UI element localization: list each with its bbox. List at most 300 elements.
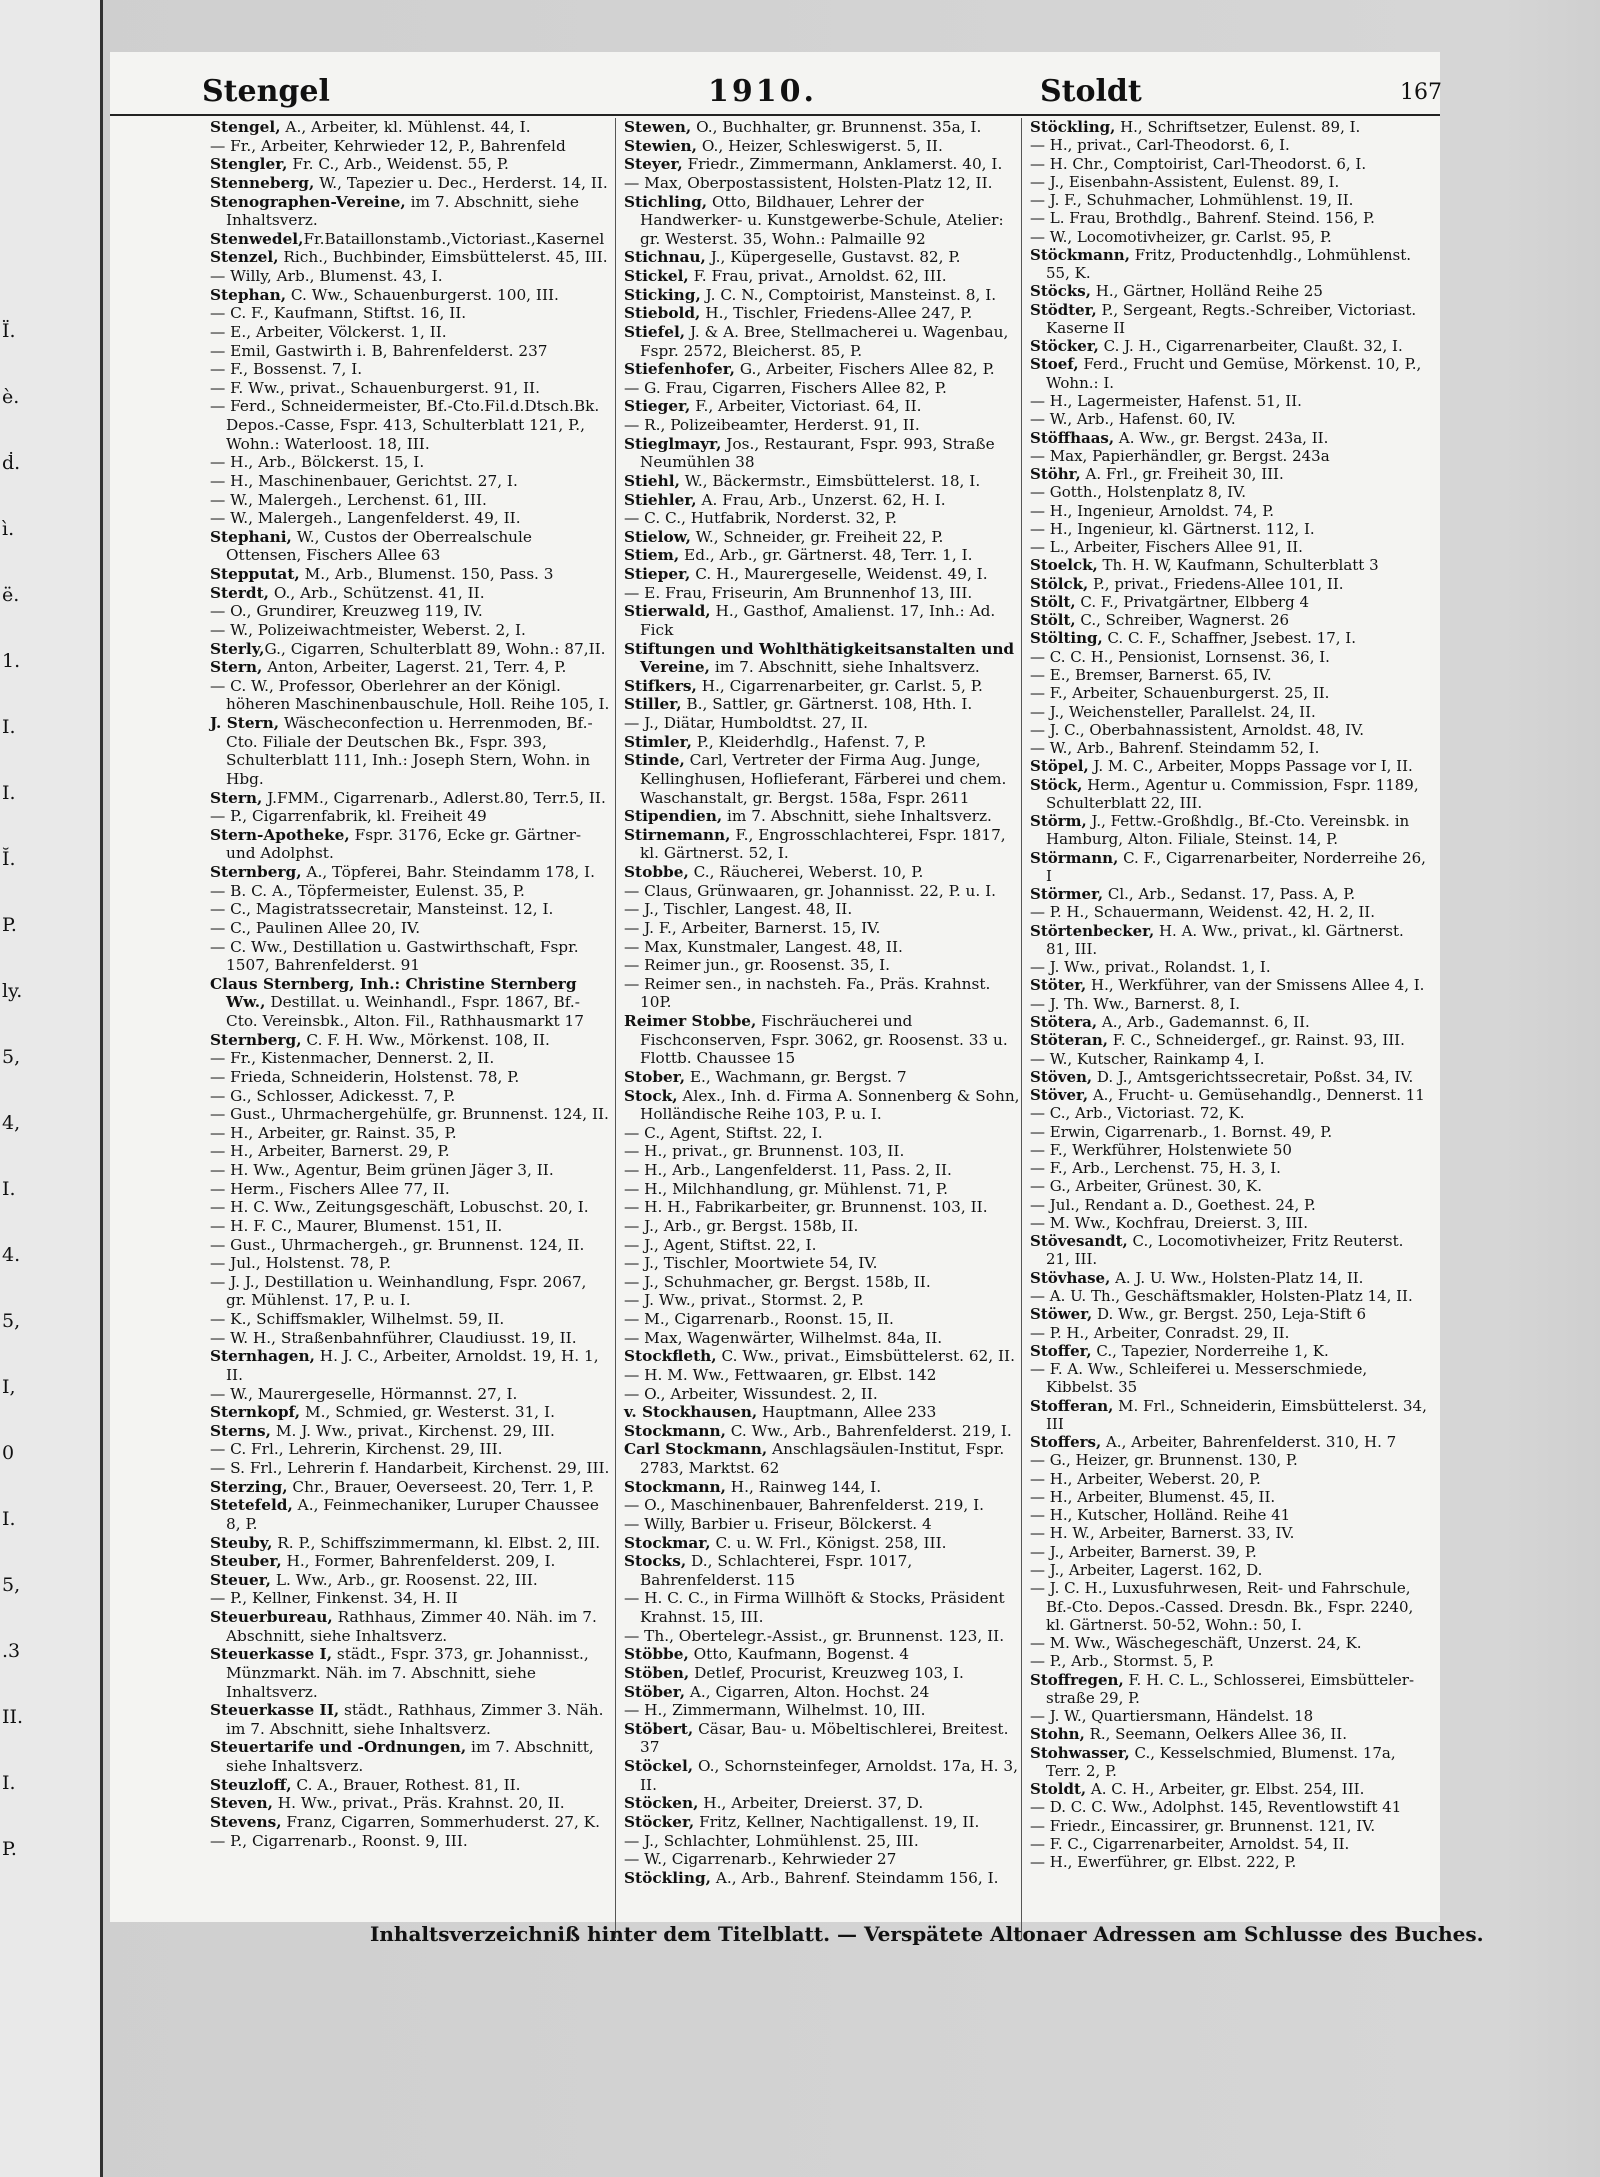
directory-entry bbox=[210, 1701, 610, 1738]
entry-details: — H., Arbeiter, Barnerst. 29, P. bbox=[210, 1142, 450, 1161]
entry-details: — P., Kellner, Finkenst. 34, H. II bbox=[210, 1589, 458, 1608]
entry-details: — H., Ewerführer, gr. Elbst. 222, P. bbox=[1030, 1853, 1297, 1872]
directory-entry bbox=[210, 174, 610, 193]
entry-details: — J., Tischler, Langest. 48, II. bbox=[624, 900, 853, 919]
entry-details: Fischräucherei und Fischconserven, Fspr. 3062, gr. Roosenst. 33 u. Flottb. Chaussee 15 bbox=[640, 1012, 1008, 1068]
entry-name: Stöpel, bbox=[1030, 757, 1089, 776]
entry-details: — F. A. Ww., Schleiferei u. Messerschmiede, Kibbelst. 35 bbox=[1030, 1360, 1368, 1397]
directory-entry bbox=[210, 863, 610, 882]
entry-details: F., Engrosschlachterei, Fspr. 1817, kl. Gärtnerst. 52, I. bbox=[640, 825, 1006, 863]
entry-name: Stierwald, bbox=[624, 602, 711, 621]
entry-details: H. A. Ww., privat., kl. Gärtnerst. 81, III. bbox=[1046, 921, 1404, 958]
entry-name: Stöwer, bbox=[1030, 1305, 1093, 1324]
directory-entry bbox=[210, 491, 610, 510]
directory-entry bbox=[1030, 1068, 1430, 1086]
entry-name: Sterly, bbox=[210, 639, 265, 658]
entry-name: Stötera, bbox=[1030, 1013, 1098, 1032]
directory-entry bbox=[624, 1012, 1024, 1068]
entry-details: R. P., Schiffszimmermann, kl. Elbst. 2, III. bbox=[272, 1533, 601, 1552]
directory-entry bbox=[210, 1571, 610, 1590]
entry-name: Stoef, bbox=[1030, 355, 1079, 374]
entry-details: — C. C., Hutfabrik, Norderst. 32, P. bbox=[624, 509, 897, 528]
directory-entry bbox=[210, 1608, 610, 1645]
directory-entry bbox=[210, 1310, 610, 1329]
entry-name: Stölt, bbox=[1030, 592, 1076, 611]
entry-details: M. Frl., Schneiderin, Eimsbüttelerst. 34, III bbox=[1046, 1396, 1427, 1433]
directory-entry bbox=[624, 1087, 1024, 1124]
directory-entry bbox=[1030, 538, 1430, 556]
entry-name: Stöcker, bbox=[1030, 337, 1099, 356]
entry-details: — J., Eisenbahn-Assistent, Eulenst. 89, I. bbox=[1030, 172, 1340, 191]
entry-details: C., Räucherei, Weberst. 10, P. bbox=[688, 863, 924, 881]
directory-entry bbox=[624, 1366, 1024, 1385]
directory-entry bbox=[210, 900, 610, 919]
entry-name: Steuerkasse II, bbox=[210, 1701, 340, 1720]
entry-details: F. C., Schneidergef., gr. Rainst. 93, III. bbox=[1108, 1031, 1405, 1050]
directory-entry bbox=[1030, 1342, 1430, 1360]
column-2 bbox=[624, 118, 1024, 1887]
entry-details: — G., Arbeiter, Grünest. 30, K. bbox=[1030, 1177, 1262, 1196]
entry-name: Stoffregen, bbox=[1030, 1670, 1124, 1689]
directory-entry bbox=[210, 453, 610, 472]
entry-details: C., Kesselschmied, Blumenst. 17a, Terr. 2, P. bbox=[1046, 1743, 1396, 1780]
entry-details: — H., Maschinenbauer, Gerichtst. 27, I. bbox=[210, 471, 518, 490]
entry-details: — Th., Obertelegr.-Assist., gr. Brunnenst. 123, II. bbox=[624, 1626, 1005, 1645]
previous-page-fragment: I. bbox=[2, 1178, 16, 1200]
entry-details: C. H., Maurergeselle, Weidenst. 49, I. bbox=[690, 565, 988, 583]
entry-details: — C. W., Professor, Oberlehrer an der Königl. höheren Maschinenbauschule, Holl. Reihe 105, I. bbox=[210, 676, 610, 714]
footer-note: Inhaltsverzeichniß hinter dem Titelblatt. — Verspätete Altonaer Adressen am Schlusse des Buches. bbox=[370, 1922, 1484, 1946]
directory-entry bbox=[624, 714, 1024, 733]
directory-entry bbox=[210, 1832, 610, 1851]
entry-details: — W., Cigarrenarb., Kehrwieder 27 bbox=[624, 1850, 897, 1869]
directory-entry bbox=[210, 193, 610, 230]
directory-entry bbox=[210, 1776, 610, 1795]
entry-details: — M. Ww., Kochfrau, Dreierst. 3, III. bbox=[1030, 1213, 1309, 1232]
previous-page-fragment: ì. bbox=[2, 518, 15, 540]
directory-entry bbox=[1030, 337, 1430, 355]
entry-name: Stengel, bbox=[210, 118, 281, 136]
entry-name: v. Stockhausen, bbox=[624, 1403, 758, 1422]
directory-entry bbox=[1030, 483, 1430, 501]
entry-name: Störtenbecker, bbox=[1030, 921, 1155, 940]
previous-page-fragment: 4, bbox=[2, 1112, 21, 1134]
entry-details: — H., Arb., Langenfelderst. 11, Pass. 2, II. bbox=[624, 1161, 952, 1179]
directory-entry bbox=[624, 546, 1024, 565]
entry-name: Carl Stockmann, bbox=[624, 1440, 768, 1459]
directory-entry bbox=[1030, 721, 1430, 739]
entry-details: — H. Ww., Agentur, Beim grünen Jäger 3, II. bbox=[210, 1161, 554, 1179]
previous-page-fragment: P. bbox=[2, 914, 17, 936]
entry-details: — H., Milchhandlung, gr. Mühlenst. 71, P. bbox=[624, 1179, 948, 1198]
entry-details: Rich., Buchbinder, Eimsbüttelerst. 45, III. bbox=[278, 248, 608, 267]
entry-details: — W., Maurergeselle, Hörmannst. 27, I. bbox=[210, 1384, 518, 1403]
entry-details: Th. H. W, Kaufmann, Schulterblatt 3 bbox=[1097, 556, 1379, 575]
directory-entry bbox=[210, 621, 610, 640]
entry-name: Stephan, bbox=[210, 285, 287, 304]
entry-details: G., Cigarren, Schulterblatt 89, Wohn.: 87,II. bbox=[264, 639, 606, 658]
entry-details: — J., Schlachter, Lohmühlenst. 25, III. bbox=[624, 1831, 919, 1850]
entry-details: A., Cigarren, Alton. Hochst. 24 bbox=[685, 1682, 930, 1701]
entry-name: Stielow, bbox=[624, 527, 691, 546]
directory-entry bbox=[210, 1105, 610, 1124]
directory-entry bbox=[1030, 1853, 1430, 1871]
entry-details: — J., Agent, Stiftst. 22, I. bbox=[624, 1235, 817, 1254]
directory-entry bbox=[1030, 995, 1430, 1013]
entry-details: — H., Arbeiter, gr. Rainst. 35, P. bbox=[210, 1123, 457, 1142]
entry-details: — D. C. C. Ww., Adolphst. 145, Reventlowstift 41 bbox=[1030, 1798, 1402, 1817]
directory-entry bbox=[1030, 1305, 1430, 1323]
entry-details: W., Custos der Oberrealschule Ottensen, Fischers Allee 63 bbox=[226, 527, 532, 565]
entry-details: — F., Bossenst. 7, I. bbox=[210, 360, 363, 379]
directory-entry bbox=[624, 248, 1024, 267]
directory-page bbox=[110, 52, 1484, 1946]
directory-entry bbox=[624, 286, 1024, 305]
entry-name: Stern-Apotheke, bbox=[210, 825, 350, 844]
directory-entry bbox=[624, 1273, 1024, 1292]
entry-name: Steuzloff, bbox=[210, 1775, 292, 1794]
entry-details: A., Arb., Bahrenf. Steindamm 156, I. bbox=[711, 1868, 999, 1887]
entry-details: — F., Arbeiter, Schauenburgerst. 25, II. bbox=[1030, 684, 1330, 703]
directory-entry bbox=[624, 919, 1024, 938]
entry-details: H., Gärtner, Holländ Reihe 25 bbox=[1090, 282, 1323, 301]
previous-page-fragment: .3 bbox=[2, 1640, 21, 1662]
previous-page-fragment: 0 bbox=[2, 1442, 15, 1464]
directory-entry bbox=[1030, 410, 1430, 428]
entry-name: Stövesandt, bbox=[1030, 1232, 1128, 1251]
directory-entry bbox=[210, 1031, 610, 1050]
entry-details: J., Küpergeselle, Gustavst. 82, P. bbox=[705, 248, 961, 267]
entry-details: A. Ww., gr. Bergst. 243a, II. bbox=[1114, 428, 1329, 447]
entry-details: — P., Arb., Stormst. 5, P. bbox=[1030, 1652, 1214, 1671]
page-header bbox=[110, 74, 1440, 116]
entry-details: Rathhaus, Zimmer 40. Näh. im 7. Abschnitt, siehe Inhaltsverz. bbox=[226, 1608, 597, 1645]
entry-name: Stock, bbox=[624, 1086, 678, 1105]
entry-details: — L. Frau, Brothdlg., Bahrenf. Steind. 156, P. bbox=[1030, 209, 1375, 228]
entry-name: Stölt, bbox=[1030, 611, 1076, 630]
directory-entry bbox=[210, 1180, 610, 1199]
directory-entry bbox=[1030, 392, 1430, 410]
entry-details: — J., Arb., gr. Bergst. 158b, II. bbox=[624, 1216, 859, 1235]
entry-name: Stetefeld, bbox=[210, 1496, 293, 1515]
entry-details: — R., Polizeibeamter, Herderst. 91, II. bbox=[624, 416, 920, 434]
entry-name: Stölck, bbox=[1030, 574, 1089, 593]
entry-name: Stövhase, bbox=[1030, 1268, 1111, 1287]
entry-name: Steyer, bbox=[624, 155, 683, 174]
directory-entry bbox=[210, 1794, 610, 1813]
entry-details: — J., Diätar, Humboldtst. 27, II. bbox=[624, 714, 868, 732]
directory-entry bbox=[210, 1496, 610, 1533]
entry-details: P., Sergeant, Regts.-Schreiber, Victoriast. Kaserne II bbox=[1046, 300, 1417, 337]
entry-details: — C. Frl., Lehrerin, Kirchenst. 29, III. bbox=[210, 1440, 503, 1459]
entry-name: Stenwedel, bbox=[210, 229, 304, 248]
entry-details: — H., Arbeiter, Weberst. 20, P. bbox=[1030, 1469, 1261, 1488]
entry-details: H., Former, Bahrenfelderst. 209, I. bbox=[281, 1552, 556, 1571]
directory-entry bbox=[1030, 355, 1430, 392]
directory-entry bbox=[1030, 1835, 1430, 1853]
entry-details: — A. U. Th., Geschäftsmakler, Holsten-Platz 14, II. bbox=[1030, 1287, 1413, 1305]
previous-page-fragment: Ï. bbox=[2, 320, 16, 342]
directory-entry bbox=[624, 695, 1024, 714]
directory-entry bbox=[1030, 1817, 1430, 1835]
directory-entry bbox=[624, 1589, 1024, 1626]
entry-name: Stöven, bbox=[1030, 1067, 1093, 1086]
entry-name: Stiller, bbox=[624, 695, 682, 714]
directory-entry bbox=[624, 174, 1024, 193]
directory-entry bbox=[210, 360, 610, 379]
directory-entry bbox=[210, 137, 610, 156]
directory-entry bbox=[210, 230, 610, 249]
directory-entry bbox=[624, 863, 1024, 882]
entry-name: Stern, bbox=[210, 788, 263, 807]
entry-details: J. C. N., Comptoirist, Mansteinst. 8, I. bbox=[700, 285, 997, 304]
directory-entry bbox=[1030, 812, 1430, 849]
entry-details: — H. F. C., Maurer, Blumenst. 151, II. bbox=[210, 1216, 503, 1235]
entry-details: — W., Arb., Bahrenf. Steindamm 52, I. bbox=[1030, 739, 1320, 758]
directory-entry bbox=[1030, 1561, 1430, 1579]
directory-entry bbox=[1030, 1671, 1430, 1708]
entry-name: Sternhagen, bbox=[210, 1347, 315, 1366]
directory-entry bbox=[624, 193, 1024, 249]
directory-entry bbox=[210, 248, 610, 267]
entry-details: — C., Agent, Stiftst. 22, I. bbox=[624, 1123, 823, 1142]
entry-name: Stieper, bbox=[624, 565, 691, 583]
directory-entry bbox=[1030, 1214, 1430, 1232]
entry-name: Stober, bbox=[624, 1067, 686, 1086]
entry-name: Stiefel, bbox=[624, 322, 686, 341]
directory-entry bbox=[210, 1385, 610, 1404]
previous-page-fragment: 1. bbox=[2, 650, 21, 672]
entry-details: im 7. Abschnitt, siehe Inhaltsverz. bbox=[709, 658, 980, 677]
directory-entry bbox=[1030, 520, 1430, 538]
entry-details: H., Cigarrenarbeiter, gr. Carlst. 5, P. bbox=[696, 676, 983, 695]
entry-details: — H. H., Fabrikarbeiter, gr. Brunnenst. 103, II. bbox=[624, 1198, 988, 1217]
entry-details: — C., Arb., Victoriast. 72, K. bbox=[1030, 1104, 1245, 1123]
page-number: 167 bbox=[1400, 80, 1442, 105]
directory-entry bbox=[210, 640, 610, 659]
entry-details: — O., Arbeiter, Wissundest. 2, II. bbox=[624, 1384, 878, 1403]
directory-entry bbox=[210, 1738, 610, 1775]
entry-details: — Gotth., Holstenplatz 8, IV. bbox=[1030, 483, 1246, 502]
entry-name: Stichnau, bbox=[624, 248, 706, 267]
entry-name: Stöckling, bbox=[624, 1868, 711, 1887]
directory-entry bbox=[210, 1273, 610, 1310]
entry-name: Stockmar, bbox=[624, 1533, 711, 1552]
directory-entry bbox=[1030, 1013, 1430, 1031]
column-1 bbox=[210, 118, 610, 1850]
directory-entry bbox=[210, 304, 610, 323]
entry-details: C. u. W. Frl., Königst. 258, III. bbox=[710, 1533, 947, 1552]
entry-name: Stieger, bbox=[624, 397, 691, 416]
entry-details: — O., Grundirer, Kreuzweg 119, IV. bbox=[210, 602, 483, 621]
entry-details: C., Locomotivheizer, Fritz Reuterst. 21, III. bbox=[1046, 1232, 1404, 1269]
directory-entry bbox=[624, 1403, 1024, 1422]
directory-entry bbox=[210, 1198, 610, 1217]
directory-entry bbox=[1030, 757, 1430, 775]
entry-details: Friedr., Zimmermann, Anklamerst. 40, I. bbox=[682, 155, 1003, 174]
entry-details: M. J. Ww., privat., Kirchenst. 29, III. bbox=[270, 1421, 555, 1440]
directory-entry bbox=[210, 267, 610, 286]
directory-entry bbox=[1030, 429, 1430, 447]
directory-entry bbox=[1030, 1652, 1430, 1670]
directory-entry bbox=[210, 1440, 610, 1459]
entry-name: Störmann, bbox=[1030, 848, 1119, 867]
directory-entry bbox=[624, 1720, 1024, 1757]
entry-details: F. H. C. L., Schlosserei, Eimsbütteler-straße 29, P. bbox=[1046, 1670, 1415, 1707]
entry-details: — Gust., Uhrmachergehülfe, gr. Brunnenst. 124, II. bbox=[210, 1105, 609, 1124]
entry-details: — M. Ww., Wäschegeschäft, Unzerst. 24, K. bbox=[1030, 1634, 1362, 1653]
header-left-keyword: Stengel bbox=[202, 74, 330, 109]
entry-name: Stichling, bbox=[624, 192, 708, 211]
entry-details: Fspr. 3176, Ecke gr. Gärtner- und Adolphst. bbox=[226, 825, 582, 863]
directory-entry bbox=[210, 1403, 610, 1422]
directory-entry bbox=[1030, 1707, 1430, 1725]
directory-entry bbox=[210, 155, 610, 174]
directory-entry bbox=[1030, 1031, 1430, 1049]
entry-details: — Emil, Gastwirth i. B, Bahrenfelderst. 237 bbox=[210, 341, 548, 360]
directory-entry bbox=[210, 1049, 610, 1068]
directory-entry bbox=[1030, 1177, 1430, 1195]
directory-entry bbox=[1030, 1579, 1430, 1634]
entry-name: Stoldt, bbox=[1030, 1780, 1087, 1799]
previous-page-fragment: 4. bbox=[2, 1244, 21, 1266]
directory-entry bbox=[1030, 1543, 1430, 1561]
entry-name: Stöckling, bbox=[1030, 118, 1116, 136]
directory-entry bbox=[1030, 1798, 1430, 1816]
directory-entry bbox=[624, 491, 1024, 510]
entry-name: Stiftungen und Wohlthätigkeitsanstalten und Vereine, bbox=[624, 639, 1015, 677]
directory-entry bbox=[624, 584, 1024, 603]
directory-entry bbox=[1030, 1360, 1430, 1397]
entry-name: Stevens, bbox=[210, 1812, 282, 1831]
entry-name: Stöber, bbox=[624, 1682, 686, 1701]
entry-details: C., Tapezier, Norderreihe 1, K. bbox=[1091, 1341, 1329, 1360]
directory-entry bbox=[1030, 465, 1430, 483]
entry-details: C. F., Cigarrenarbeiter, Norderreihe 26, I bbox=[1046, 848, 1426, 885]
directory-entry bbox=[1030, 1780, 1430, 1798]
entry-details: Herm., Agentur u. Commission, Fspr. 1189, Schulterblatt 22, III. bbox=[1046, 775, 1419, 812]
entry-name: Stöteran, bbox=[1030, 1031, 1108, 1050]
entry-details: — B. C. A., Töpfermeister, Eulenst. 35, P. bbox=[210, 881, 525, 900]
directory-entry bbox=[1030, 1269, 1430, 1287]
entry-details: O., Arb., Schützenst. 41, II. bbox=[269, 583, 485, 602]
directory-entry bbox=[1030, 155, 1430, 173]
previous-page-fragment: 5, bbox=[2, 1574, 21, 1596]
directory-entry bbox=[1030, 1324, 1430, 1342]
entry-name: Stofferan, bbox=[1030, 1396, 1114, 1415]
directory-entry bbox=[1030, 1470, 1430, 1488]
directory-entry bbox=[624, 1478, 1024, 1497]
directory-entry bbox=[624, 1180, 1024, 1199]
directory-entry bbox=[624, 1701, 1024, 1720]
entry-details: — W., Locomotivheizer, gr. Carlst. 95, P. bbox=[1030, 227, 1332, 246]
previous-page-fragment: II. bbox=[2, 1706, 24, 1728]
entry-name: Claus Sternberg, Inh.: Christine Sternberg Ww., bbox=[210, 974, 577, 1012]
entry-details: P., privat., Friedens-Allee 101, II. bbox=[1088, 574, 1344, 593]
entry-details: Anschlagsäulen-Institut, Fspr. 2783, Marktst. 62 bbox=[640, 1440, 1005, 1477]
entry-details: — Max, Wagenwärter, Wilhelmst. 84a, II. bbox=[624, 1328, 943, 1347]
directory-entry bbox=[1030, 703, 1430, 721]
directory-entry bbox=[1030, 611, 1430, 629]
entry-details: A. J. U. Ww., Holsten-Platz 14, II. bbox=[1110, 1268, 1364, 1287]
entry-details: — C. Ww., Destillation u. Gastwirthschaft, Fspr. 1507, Bahrenfelderst. 91 bbox=[210, 937, 579, 975]
entry-name: Sternberg, bbox=[210, 863, 302, 881]
directory-entry bbox=[1030, 1123, 1430, 1141]
entry-details: O., Buchhalter, gr. Brunnenst. 35a, I. bbox=[691, 118, 982, 136]
entry-details: — H. M. Ww., Fettwaaren, gr. Elbst. 142 bbox=[624, 1365, 937, 1384]
directory-entry bbox=[210, 397, 610, 453]
entry-name: Stenzel, bbox=[210, 248, 279, 267]
directory-entry bbox=[624, 1794, 1024, 1813]
entry-details: im 7. Abschnitt, siehe Inhaltsverz. bbox=[722, 807, 992, 826]
entry-name: Stoffer, bbox=[1030, 1341, 1092, 1360]
directory-entry bbox=[624, 565, 1024, 584]
entry-details: W., Schneider, gr. Freiheit 22, P. bbox=[690, 527, 944, 546]
previous-page-fragment: Ĭ. bbox=[2, 848, 16, 870]
entry-details: Otto, Bildhauer, Lehrer der Handwerker- u. Kunstgewerbe-Schule, Atelier: gr. Westerst. 35, Wohn.: Palmaille 92 bbox=[640, 192, 1004, 248]
entry-details: städt., Fspr. 373, gr. Johannisst., Münzmarkt. Näh. im 7. Abschnitt, siehe Inhaltsverz. bbox=[226, 1645, 589, 1701]
directory-entry bbox=[1030, 1451, 1430, 1469]
entry-details: — Fr., Arbeiter, Kehrwieder 12, P., Bahrenfeld bbox=[210, 136, 566, 155]
entry-details: — J. Ww., privat., Stormst. 2, P. bbox=[624, 1291, 864, 1310]
entry-details: H., Werkführer, van der Smissens Allee 4, I. bbox=[1086, 976, 1425, 995]
directory-entry bbox=[210, 323, 610, 342]
header-year: 1910. bbox=[708, 74, 817, 109]
entry-details: J. & A. Bree, Stellmacherei u. Wagenbau, Fspr. 2572, Bleicherst. 85, P. bbox=[640, 322, 1009, 360]
entry-details: Chr., Brauer, Oeverseest. 20, Terr. 1, P. bbox=[287, 1477, 594, 1496]
entry-name: Stipendien, bbox=[624, 807, 723, 826]
entry-name: Stewen, bbox=[624, 118, 692, 136]
directory-entry bbox=[210, 658, 610, 677]
directory-entry bbox=[210, 1813, 610, 1832]
entry-name: Stickel, bbox=[624, 267, 689, 285]
directory-entry bbox=[1030, 1488, 1430, 1506]
entry-details: — J., Weichensteller, Parallelst. 24, II. bbox=[1030, 702, 1316, 721]
entry-name: Stockmann, bbox=[624, 1477, 726, 1496]
directory-entry bbox=[1030, 976, 1430, 994]
entry-name: Stöckmann, bbox=[1030, 245, 1130, 264]
entry-details: G., Arbeiter, Fischers Allee 82, P. bbox=[735, 360, 995, 379]
entry-name: Stiebold, bbox=[624, 304, 701, 323]
entry-name: Stewien, bbox=[624, 136, 698, 155]
entry-details: — G. Frau, Cigarren, Fischers Allee 82, P. bbox=[624, 378, 947, 397]
entry-name: Stiefenhofer, bbox=[624, 360, 735, 379]
entry-details: D. Ww., gr. Bergst. 250, Leja-Stift 6 bbox=[1092, 1305, 1367, 1324]
directory-entry bbox=[210, 1589, 610, 1608]
entry-details: — J. J., Destillation u. Weinhandlung, Fspr. 2067, gr. Mühlenst. 17, P. u. I. bbox=[210, 1272, 587, 1310]
entry-name: Störmer, bbox=[1030, 885, 1104, 904]
directory-entry bbox=[1030, 666, 1430, 684]
entry-details: L. Ww., Arb., gr. Roosenst. 22, III. bbox=[270, 1570, 538, 1589]
directory-entry bbox=[624, 397, 1024, 416]
directory-entry bbox=[624, 509, 1024, 528]
directory-entry bbox=[624, 1347, 1024, 1366]
directory-entry bbox=[624, 1217, 1024, 1236]
directory-entry bbox=[1030, 502, 1430, 520]
directory-entry bbox=[1030, 1232, 1430, 1269]
entry-details: W., Bäckermstr., Eimsbüttelerst. 18, I. bbox=[679, 471, 981, 490]
directory-entry bbox=[1030, 228, 1430, 246]
entry-details: — J. W., Quartiersmann, Händelst. 18 bbox=[1030, 1707, 1314, 1726]
entry-details: — J. C. H., Luxusfuhrwesen, Reit- und Fahrschule, Bf.-Cto. Depos.-Cassed. Dresdn. Bk., Fspr. 2240, kl. Gärtnerst. 50-52, Wohn.: 50, I. bbox=[1030, 1579, 1414, 1634]
directory-entry bbox=[1030, 1744, 1430, 1781]
directory-entry bbox=[210, 1478, 610, 1497]
entry-name: Stoffers, bbox=[1030, 1433, 1102, 1452]
directory-entry bbox=[1030, 684, 1430, 702]
directory-entry bbox=[624, 1813, 1024, 1832]
entry-details: — F. Ww., privat., Schauenburgerst. 91, II. bbox=[210, 378, 540, 397]
entry-details: — W., Kutscher, Rainkamp 4, I. bbox=[1030, 1049, 1265, 1068]
